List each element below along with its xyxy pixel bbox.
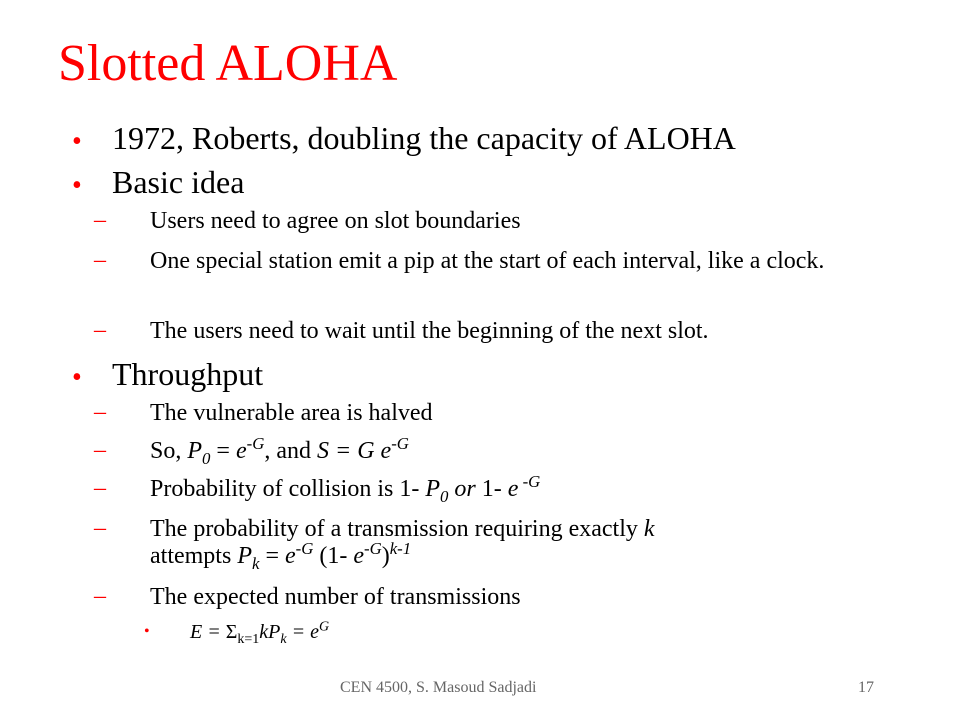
formula-pk: The probability of a transmission requiring exactly k attempts $P_k = e^{-G}$ (1- $e^{-G})^{k-1}$ xyxy=(150,516,655,573)
bullet-marker: • xyxy=(144,623,150,640)
dash-marker: – xyxy=(94,583,106,609)
subbullet-text: The users need to wait until the beginning of the next slot. xyxy=(150,318,709,344)
bullet-text: Basic idea xyxy=(112,164,245,200)
footer-author: CEN 4500, S. Masoud Sadjadi xyxy=(340,679,537,696)
dash-marker: – xyxy=(94,399,106,425)
bullet-text: Throughput xyxy=(112,356,264,392)
formula-p0-s: So, $P_0 = e^{-G}$, and S = G $e^{-G}$ xyxy=(150,434,409,468)
dash-marker: – xyxy=(94,437,106,463)
dash-marker: – xyxy=(94,207,106,233)
slide-title: Slotted ALOHA xyxy=(58,35,398,92)
formula-collision: Probability of collision is 1- $P_0$ or 1- e $^{-G}$ xyxy=(150,472,541,506)
subbullet-text: The expected number of transmissions xyxy=(150,584,521,610)
dash-marker: – xyxy=(94,475,106,501)
bullet-marker: • xyxy=(72,170,82,201)
dash-marker: – xyxy=(94,317,106,343)
dash-marker: – xyxy=(94,515,106,541)
bullet-marker: • xyxy=(72,362,82,393)
bullet-text: 1972, Roberts, doubling the capacity of ALOHA xyxy=(112,120,736,156)
bullet-marker: • xyxy=(72,126,82,157)
formula-expected: $E = \Sigma_{k=1}kP_k = e^G$ xyxy=(190,619,330,647)
subbullet-text: Users need to agree on slot boundaries xyxy=(150,208,521,234)
dash-marker: – xyxy=(94,247,106,273)
page-number: 17 xyxy=(858,679,874,696)
subbullet-text: One special station emit a pip at the start of each interval, like a clock. xyxy=(150,248,825,274)
subbullet-text: The vulnerable area is halved xyxy=(150,400,433,426)
